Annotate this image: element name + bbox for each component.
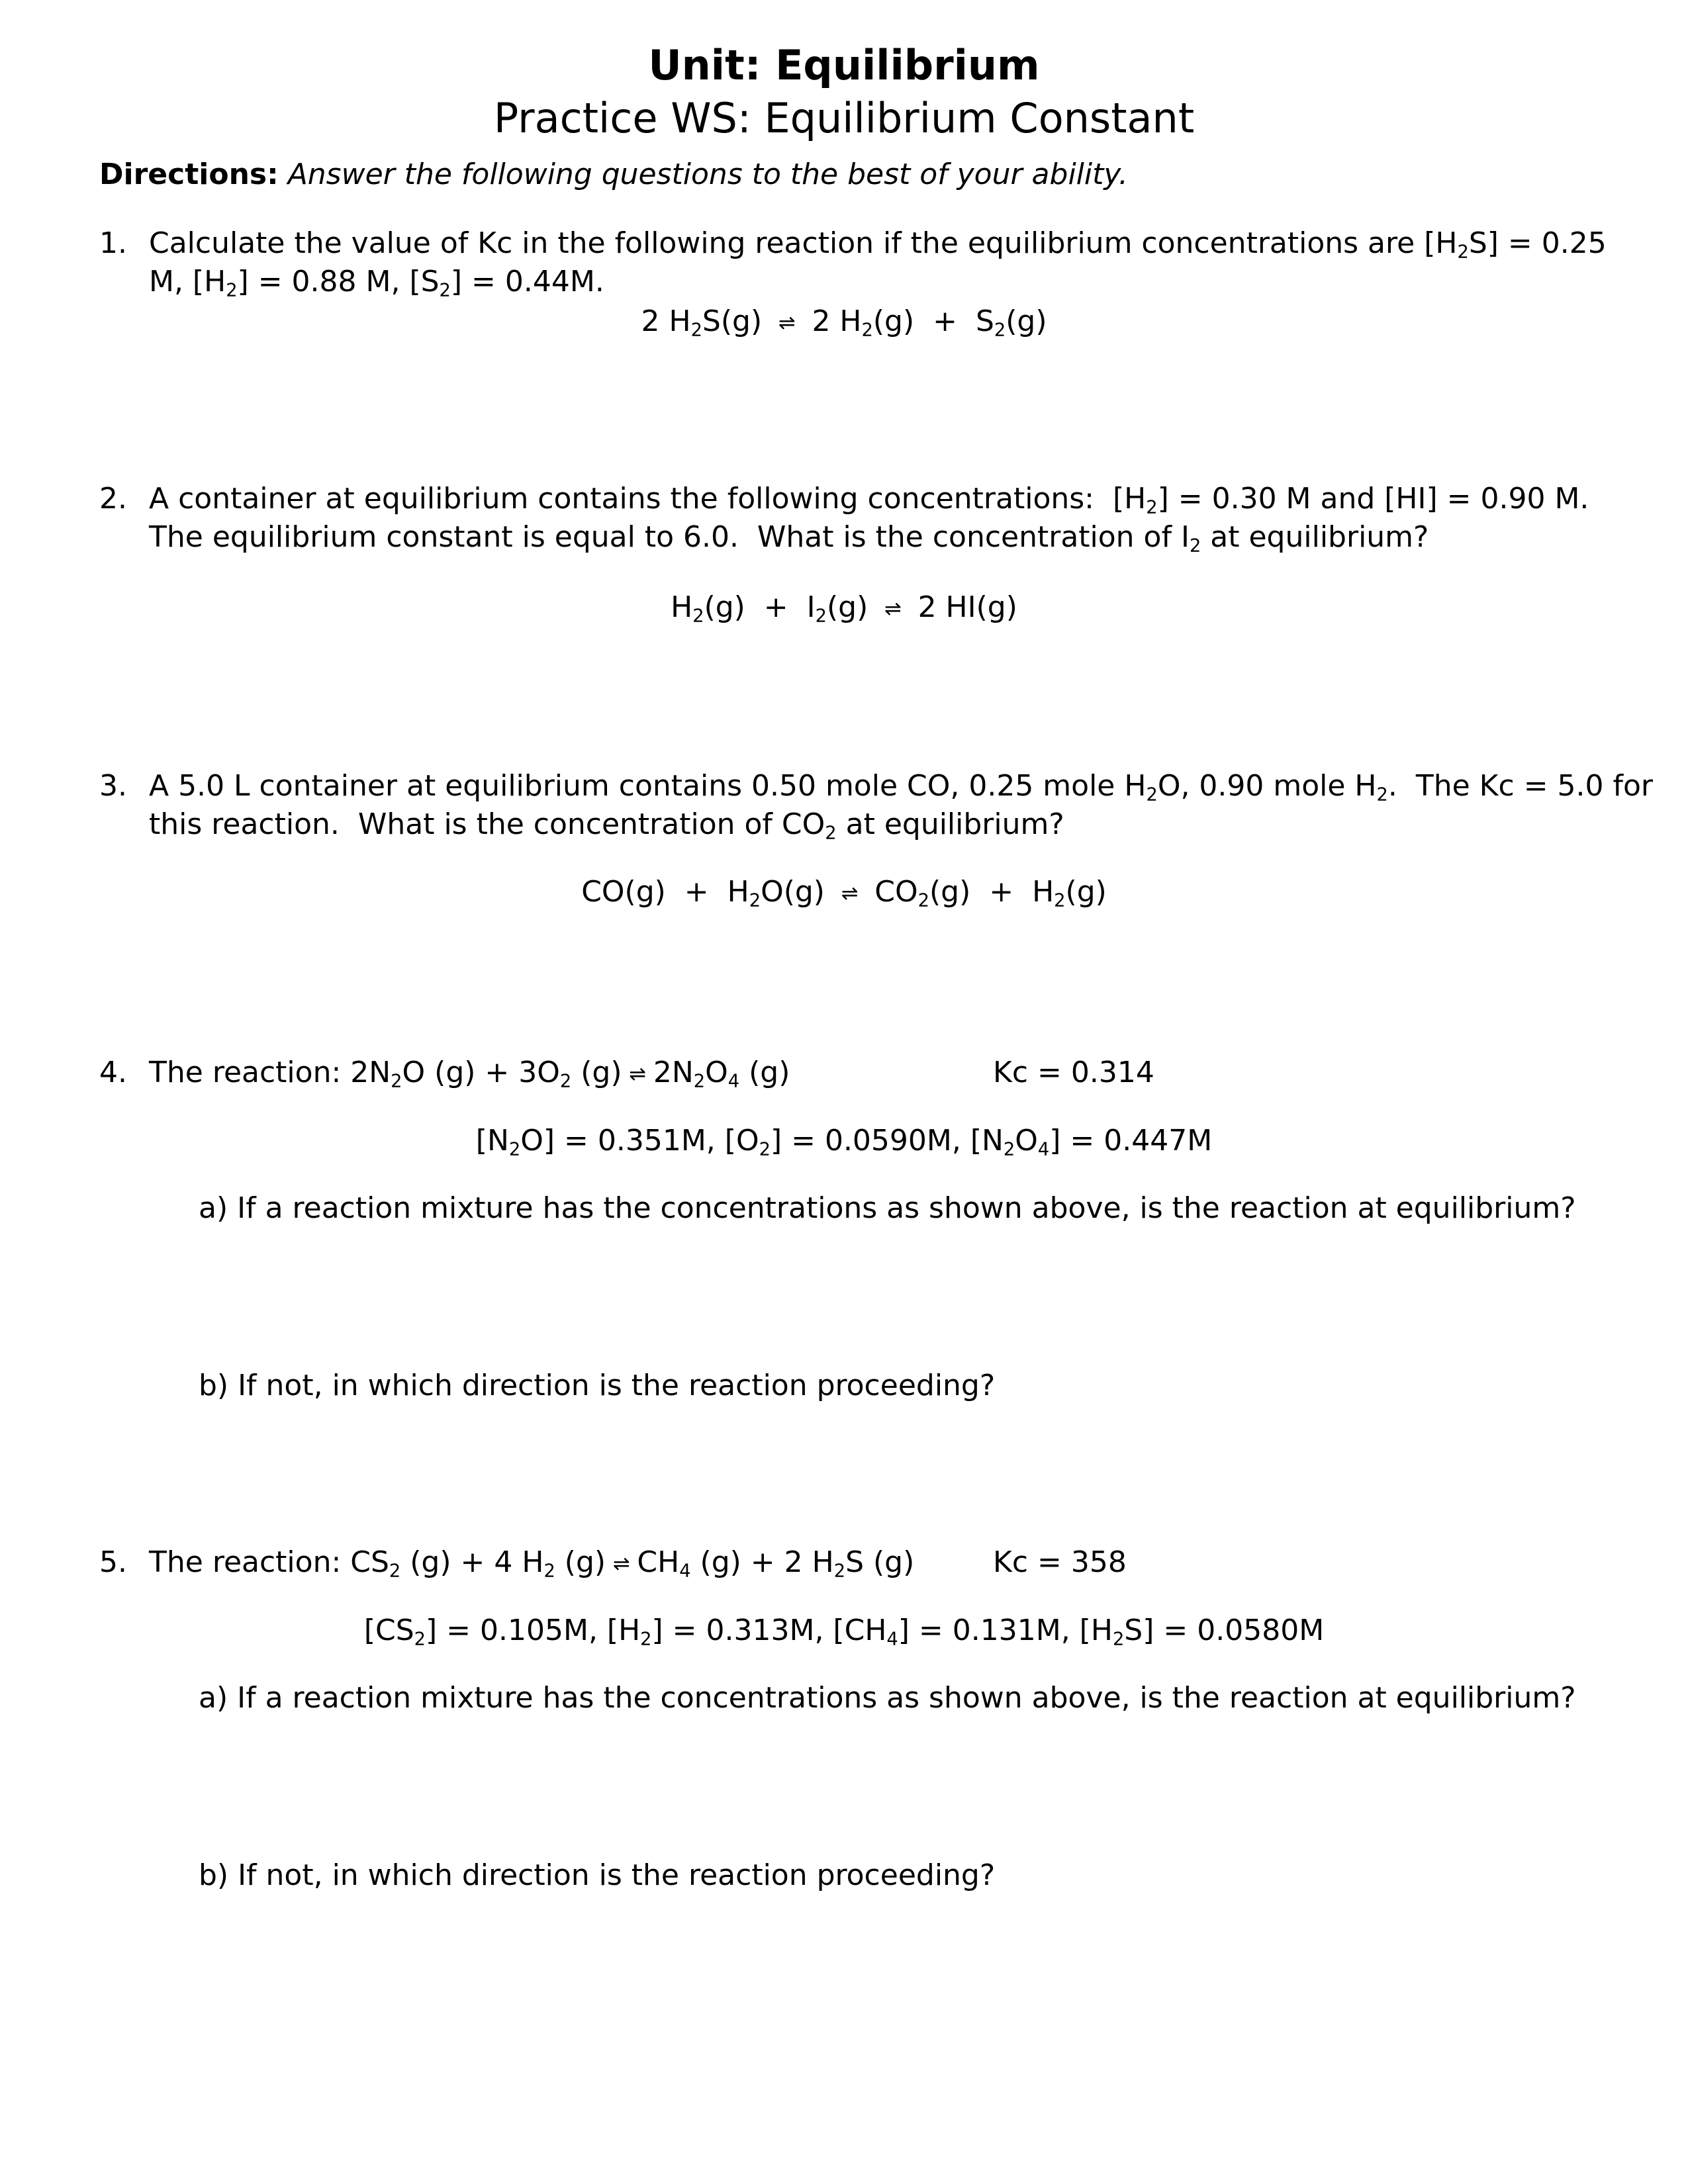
page-title: Unit: Equilibrium	[648, 41, 1040, 89]
question-text: A 5.0 L container at equilibrium contains 0.50 mole CO, 0.25 mole $H_2O$, 0.90 mole $H_2$. The Kc = 5.0 for	[149, 769, 1654, 805]
reaction: The reaction: $CS_2$ (g) + 4 $H_2$ (g) ⇌ $CH_4$ (g) + 2 $H_2S$ (g)	[149, 1545, 915, 1582]
kc-value: Kc = 0.314	[993, 1056, 1154, 1089]
directions	[99, 158, 1128, 191]
equation: $H_2(g) + I_2(g)$ ⇌ 2 HI(g)	[671, 590, 1017, 627]
part-a: a) If a reaction mixture has the concentrations as shown above, is the reaction at equilibrium?	[199, 1681, 1576, 1715]
concentrations: $[N_2O] = 0.351M$, $[O_2] = 0.0590M$, $[N_2O_4] = 0.447M$	[475, 1124, 1213, 1160]
question-text: Calculate the value of Kc in the following reaction if the equilibrium concentrations are $[H_2S] = 0.25$	[149, 226, 1607, 263]
question-number: 1.	[99, 226, 127, 260]
kc-value: Kc = 358	[993, 1545, 1127, 1579]
part-a: a) If a reaction mixture has the concentrations as shown above, is the reaction at equilibrium?	[199, 1191, 1576, 1225]
part-b: b) If not, in which direction is the reaction proceeding?	[199, 1369, 996, 1402]
question-number: 3.	[99, 769, 127, 803]
question-text: A container at equilibrium contains the following concentrations: $[H_2] = 0.30$ M and [HI] = 0.90 M.	[149, 482, 1589, 518]
question-text-cont: The equilibrium constant is equal to 6.0. What is the concentration of $I_2$ at equilibrium?	[149, 520, 1429, 557]
equation: $CO(g) + H_2O(g)$ ⇌ $CO_2(g) + H_2(g)$	[581, 875, 1107, 911]
directions-text: Answer the following questions to the best of your ability.	[287, 158, 1128, 191]
page-subtitle: Practice WS: Equilibrium Constant	[493, 94, 1195, 142]
question-number: 2.	[99, 482, 127, 516]
directions-label: Directions:	[99, 158, 279, 191]
question-text-cont: this reaction. What is the concentration of $CO_2$ at equilibrium?	[149, 807, 1064, 844]
part-b: b) If not, in which direction is the reaction proceeding?	[199, 1858, 996, 1892]
question-number: 4.	[99, 1056, 127, 1089]
concentrations: $[CS_2] = 0.105M$, $[H_2] = 0.313M$, $[CH_4] = 0.131M$, $[H_2S] = 0.0580M$	[363, 1614, 1325, 1650]
question-text-cont: M, $[H_2] = 0.88$ M, $[S_2] = 0.44M$.	[149, 265, 604, 301]
equation: 2 $H_2S(g)$ ⇌ 2 $H_2(g) + S_2(g)$	[641, 304, 1047, 341]
reaction: The reaction: $2N_2O$ $(g) + 3O_2$ (g) ⇌ $2N_2O_4$ (g)	[149, 1056, 790, 1092]
question-number: 5.	[99, 1545, 127, 1579]
